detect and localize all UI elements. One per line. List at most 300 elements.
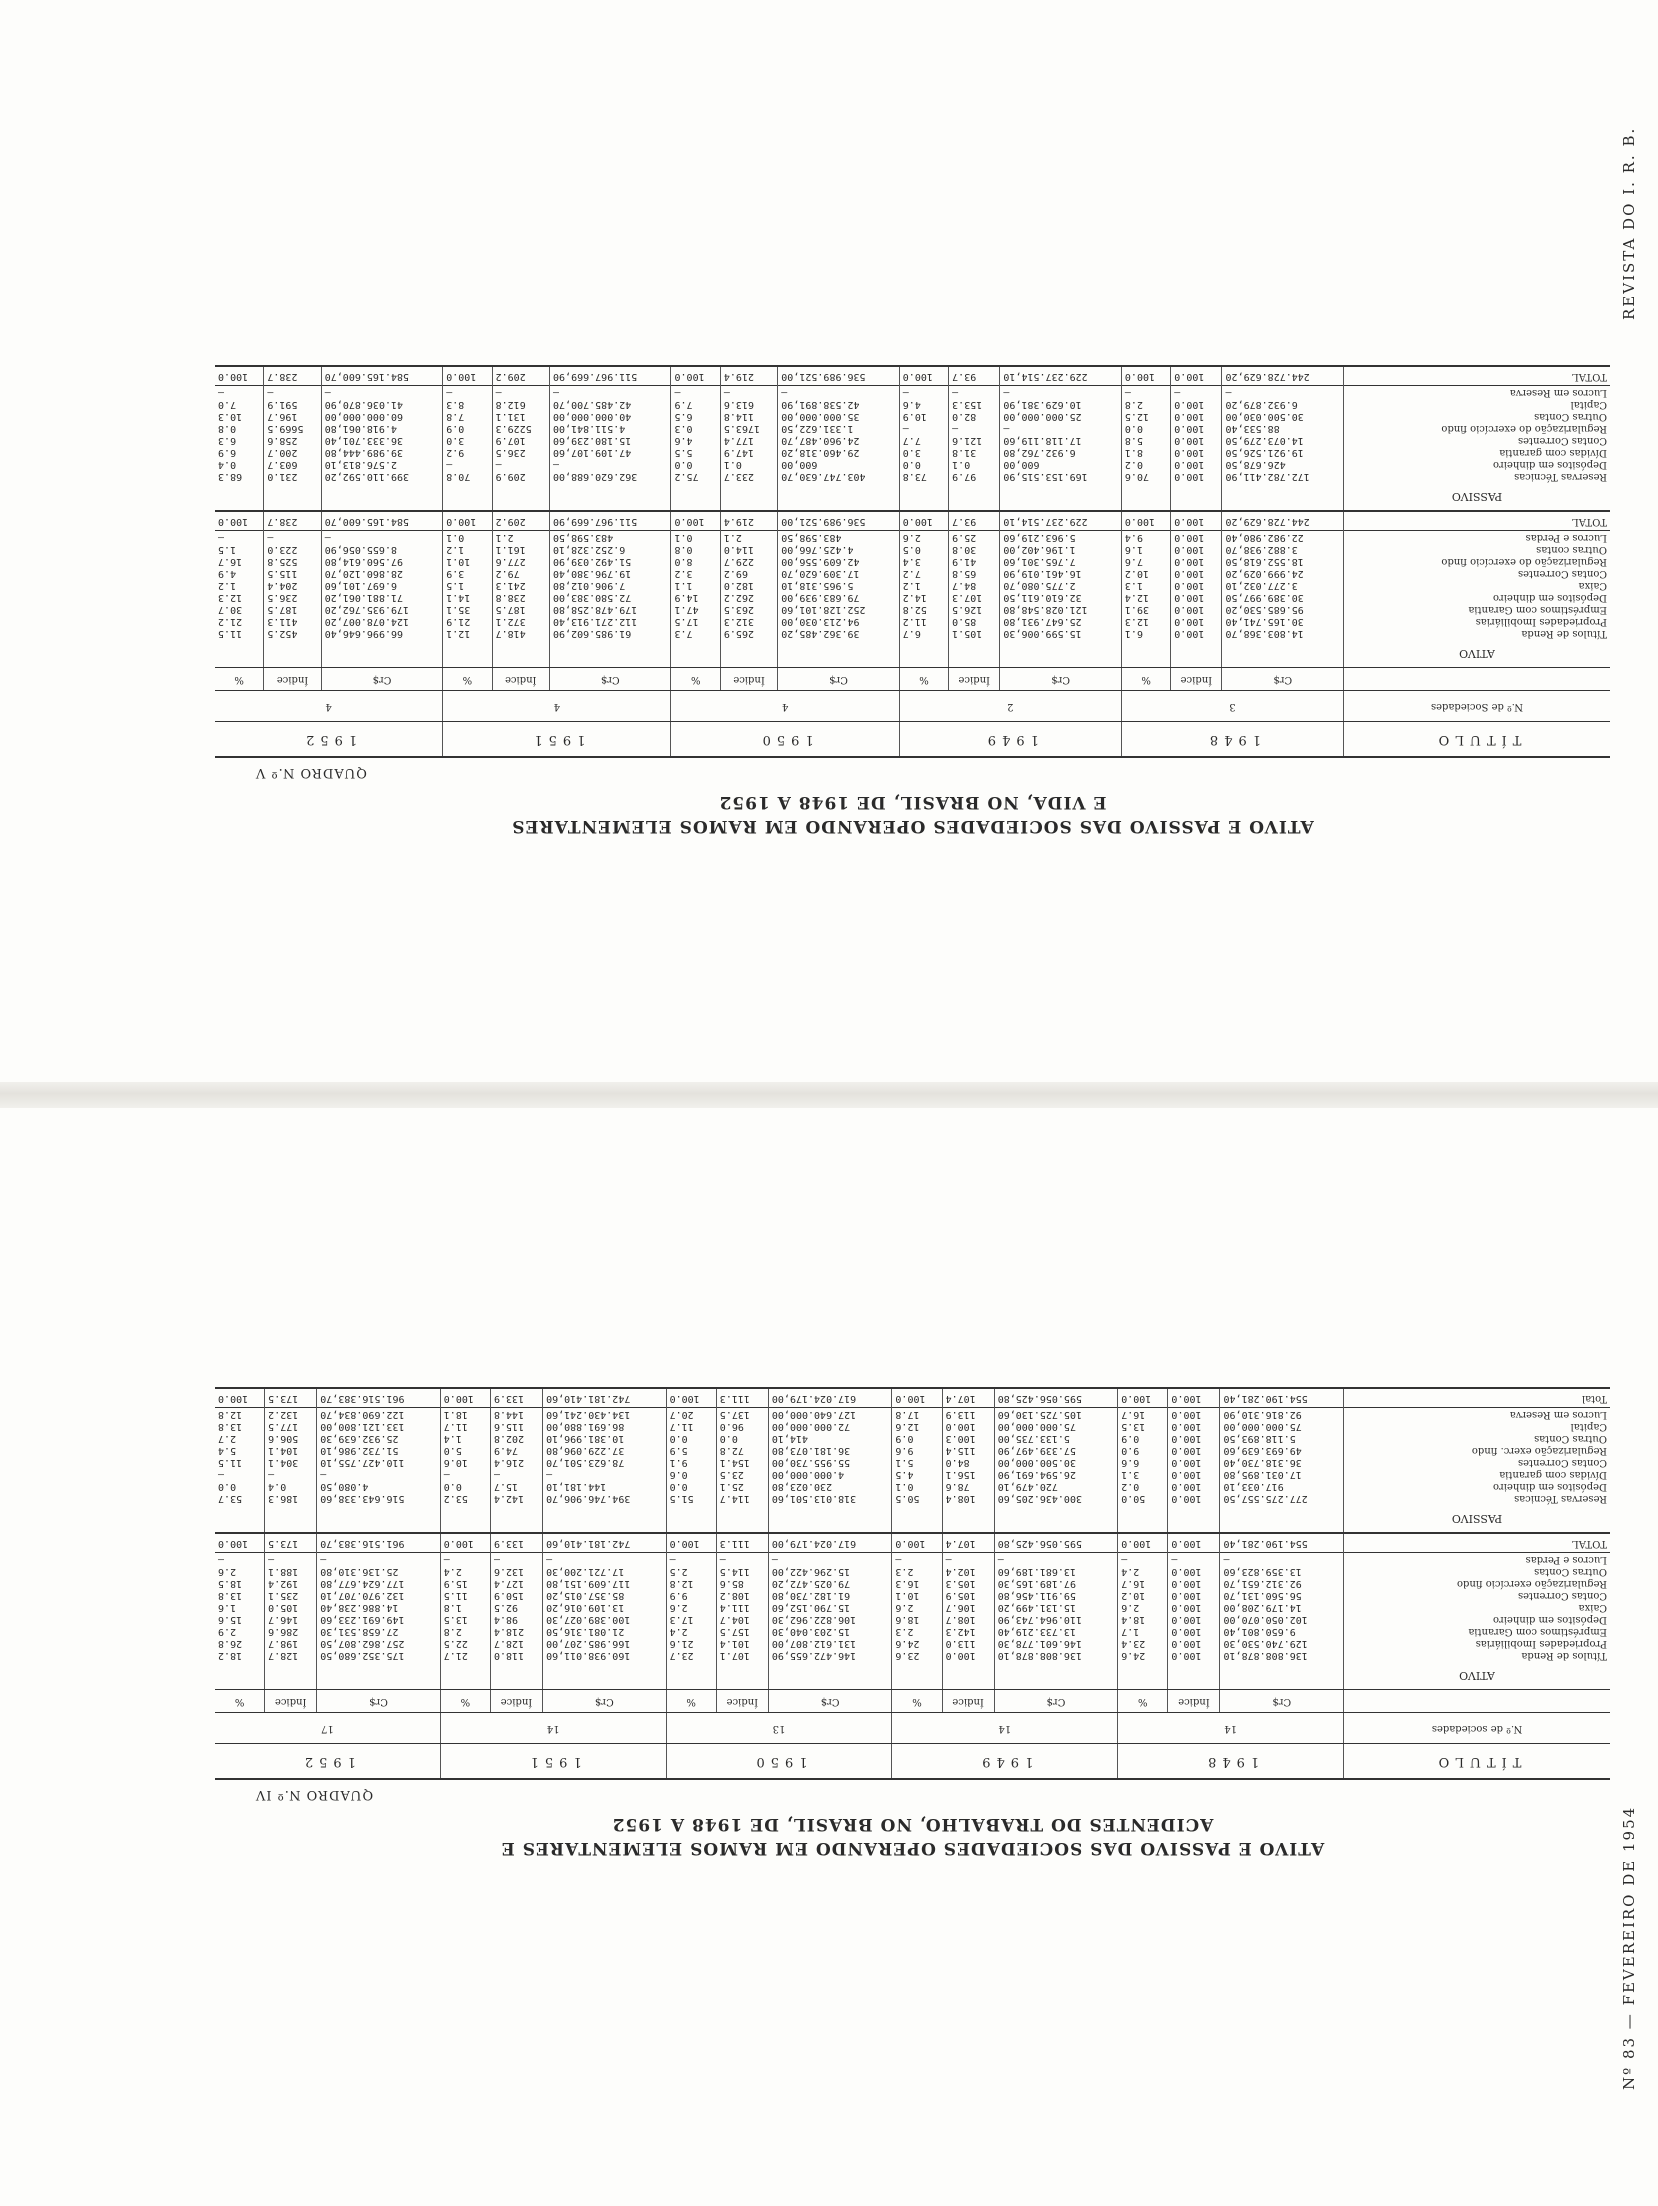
cell-value: 50.5 <box>892 1492 942 1504</box>
cell-value: 14.179.208,00 <box>1220 1601 1344 1613</box>
cell-value: 10.2 <box>1118 1589 1168 1601</box>
cell-value: 12.8 <box>215 1408 265 1421</box>
cell-value: 147.9 <box>720 446 777 458</box>
cell-value: 10.9 <box>899 410 948 422</box>
cell-value: 175.352.680,50 <box>317 1649 441 1661</box>
unit-header: Índice <box>492 668 549 691</box>
cell-value: 223.0 <box>264 543 321 555</box>
cell-value: 177.4 <box>720 434 777 446</box>
cell-value: 6.1 <box>1121 627 1170 639</box>
cell-value: 0.9 <box>1118 1432 1168 1444</box>
cell-value: 2.6 <box>666 1601 716 1613</box>
cell-value: 1.4 <box>440 1432 490 1444</box>
passivo-section-spacer <box>666 1504 716 1533</box>
total-value: 100.0 <box>215 1388 265 1408</box>
total-value: 595.056.425,80 <box>994 1533 1118 1553</box>
cell-value: 105.725.130,60 <box>994 1408 1118 1421</box>
ativo-section-spacer <box>899 639 948 668</box>
total-value: 100.0 <box>899 366 948 386</box>
ativo-section-spacer <box>1222 639 1344 668</box>
cell-value: — <box>549 386 671 399</box>
table-row <box>215 386 1610 399</box>
cell-value: 7.3 <box>671 627 720 639</box>
total-value: 100.0 <box>666 1533 716 1553</box>
total-value: 617.024.179,00 <box>768 1533 892 1553</box>
cell-value: 14.1 <box>443 591 492 603</box>
ativo-total-row <box>215 1533 1610 1553</box>
cell-value: 100.0 <box>1168 1601 1220 1613</box>
cell-value: 0.0 <box>215 1480 265 1492</box>
cell-value: 146.7 <box>265 1613 317 1625</box>
cell-value: 92.5 <box>490 1601 542 1613</box>
sociedades-row <box>215 691 1610 722</box>
cell-value: 41.036.870,90 <box>321 398 443 410</box>
cell-value: 4.9 <box>215 567 264 579</box>
cell-value: — <box>949 422 1000 434</box>
table-row <box>215 615 1610 627</box>
passivo-section-spacer <box>892 1504 942 1533</box>
cell-value: 7.7 <box>899 434 948 446</box>
cell-value: 161.1 <box>492 543 549 555</box>
passivo-section-spacer <box>1222 482 1344 511</box>
cell-value: 100.0 <box>1171 579 1222 591</box>
cell-value: — <box>492 458 549 470</box>
row-label: Lucros e Perdas <box>1525 532 1607 543</box>
unit-header: Cr$ <box>549 668 671 691</box>
cell-value: 5229.3 <box>492 422 549 434</box>
cell-value: 39.362.485,20 <box>778 627 900 639</box>
cell-value: 51.5 <box>666 1492 716 1504</box>
cell-value: 24.6 <box>1118 1649 1168 1661</box>
cell-value: 7.6 <box>1121 555 1170 567</box>
row-label: Títulos de Renda <box>1521 628 1607 639</box>
cell-value: 9.6 <box>892 1444 942 1456</box>
cell-value: 22.5 <box>440 1637 490 1649</box>
cell-value: 30.8 <box>949 543 1000 555</box>
cell-value: 0.2 <box>1121 458 1170 470</box>
passivo-section-spacer <box>1220 1504 1344 1533</box>
issue-info: Nº 83 — FEVEREIRO DE 1954 <box>1620 1805 1638 2090</box>
cell-value: 1.6 <box>1121 543 1170 555</box>
cell-value: 1.196.402,00 <box>1000 543 1122 555</box>
passivo-section-spacer <box>942 1504 994 1533</box>
cell-value: — <box>549 458 671 470</box>
cell-value: 18.1 <box>440 1408 490 1421</box>
cell-value: 2.6 <box>892 1601 942 1613</box>
cell-value: 591.9 <box>264 398 321 410</box>
cell-value: — <box>543 1468 667 1480</box>
cell-value: 17.8 <box>892 1408 942 1421</box>
cell-value: 5.1 <box>892 1456 942 1468</box>
cell-value: 11.5 <box>215 1456 265 1468</box>
quadro-v-label: QUADRO N.º V <box>255 765 367 780</box>
cell-value: 101.4 <box>716 1637 768 1649</box>
quadro-iv-label: QUADRO N.º IV <box>255 1787 374 1802</box>
cell-value: — <box>899 422 948 434</box>
cell-value: 10.629.381,90 <box>1000 398 1122 410</box>
total-value: 107.4 <box>942 1388 994 1408</box>
cell-value: 1.7 <box>1118 1625 1168 1637</box>
cell-value: 131.1 <box>492 410 549 422</box>
cell-value: — <box>440 1468 490 1480</box>
cell-value: 13.109.016,20 <box>543 1601 667 1613</box>
cell-value: 9.9 <box>666 1589 716 1601</box>
total-value: 107.4 <box>942 1533 994 1553</box>
quadro-v-title-line1: ATIVO E PASSIVO DAS SOCIEDADES OPERANDO EM RAMOS ELEMENTARES <box>511 816 1314 836</box>
cell-value: 95.685.530,20 <box>1222 603 1344 615</box>
table-row <box>215 398 1610 410</box>
row-label: Dívidas com garantia <box>1499 447 1607 458</box>
cell-value: 15.180.239,60 <box>549 434 671 446</box>
cell-value: 16.7 <box>1118 1408 1168 1421</box>
ativo-section-spacer <box>443 639 492 668</box>
cell-value: 31.8 <box>949 446 1000 458</box>
cell-value: 30.500.000,00 <box>994 1456 1118 1468</box>
cell-value: 56.560.131,70 <box>1220 1589 1344 1601</box>
table-row <box>215 1480 1610 1492</box>
cell-value: 0.0 <box>666 1432 716 1444</box>
ativo-section-spacer <box>215 1661 265 1690</box>
ativo-section-row <box>215 1661 1610 1690</box>
cell-value: 133.121.800,00 <box>317 1420 441 1432</box>
cell-value: 2.6 <box>899 531 948 544</box>
cell-value: 97.189.165,30 <box>994 1577 1118 1589</box>
cell-value: — <box>215 531 264 544</box>
cell-value: 204.4 <box>264 579 321 591</box>
cell-value: 72.8 <box>716 1444 768 1456</box>
sociedades-count: 2 <box>899 691 1121 722</box>
cell-value: 12.6 <box>892 1420 942 1432</box>
cell-value: 85.6 <box>716 1577 768 1589</box>
cell-value: — <box>215 386 264 399</box>
sociedades-label: N.º de sociedades <box>1344 1713 1611 1744</box>
cell-value: 36.318.730,40 <box>1220 1456 1344 1468</box>
cell-value: 12.3 <box>215 591 264 603</box>
table-row <box>215 1408 1610 1421</box>
cell-value: 153.3 <box>949 398 1000 410</box>
total-value: 219.4 <box>720 511 777 531</box>
cell-value: 4.6 <box>899 398 948 410</box>
total-value: 229.237.514,10 <box>1000 511 1122 531</box>
cell-value: 112.271.913,40 <box>549 615 671 627</box>
cell-value: — <box>892 1553 942 1566</box>
cell-value: 105.1 <box>949 627 1000 639</box>
unit-header: Índice <box>720 668 777 691</box>
cell-value: 9.0 <box>1118 1444 1168 1456</box>
cell-value: 9.650.801,40 <box>1220 1625 1344 1637</box>
total-value: 511.967.669,90 <box>549 511 671 531</box>
cell-value: 15.6 <box>215 1613 265 1625</box>
cell-value: 5.4 <box>215 1444 265 1456</box>
passivo-section-spacer <box>949 482 1000 511</box>
cell-value: 100.0 <box>1171 531 1222 544</box>
year-header: 1951 <box>443 722 671 758</box>
cell-value: 17.309.620,70 <box>778 567 900 579</box>
total-value: 238.7 <box>264 366 321 386</box>
cell-value: — <box>1171 386 1222 399</box>
sociedades-count: 4 <box>671 691 899 722</box>
cell-value: 55.955.730,00 <box>768 1456 892 1468</box>
unit-header: Índice <box>490 1690 542 1713</box>
cell-value: 9.1 <box>666 1456 716 1468</box>
total-value: 93.7 <box>949 366 1000 386</box>
unit-header: % <box>666 1690 716 1713</box>
ativo-section-spacer <box>321 639 443 668</box>
cell-value: 1.2 <box>215 579 264 591</box>
cell-value: 233.7 <box>720 470 777 482</box>
cell-value: — <box>1222 386 1344 399</box>
units-row <box>215 668 1610 691</box>
cell-value: 32.610.611,50 <box>1000 591 1122 603</box>
cell-value: 30.389.997,50 <box>1222 591 1344 603</box>
cell-value: 15.599.006,30 <box>1000 627 1122 639</box>
cell-value: 131.612.807,00 <box>768 1637 892 1649</box>
cell-value: 3.0 <box>899 446 948 458</box>
unit-header: % <box>899 668 948 691</box>
cell-value: 100.0 <box>1168 1444 1220 1456</box>
total-value: 93.7 <box>949 511 1000 531</box>
cell-value: 72.000.000,00 <box>768 1420 892 1432</box>
page-fold <box>0 1082 1658 1108</box>
cell-value: 11.7 <box>666 1420 716 1432</box>
cell-value: 14.803.368,70 <box>1222 627 1344 639</box>
cell-value: 7.906.012,80 <box>549 579 671 591</box>
cell-value: — <box>942 1553 994 1566</box>
cell-value: 21.2 <box>215 615 264 627</box>
cell-value: 100.389.027,30 <box>543 1613 667 1625</box>
cell-value: 11.2 <box>899 615 948 627</box>
ativo-section-spacer <box>543 1661 667 1690</box>
cell-value: 236.5 <box>264 591 321 603</box>
unit-header: Cr$ <box>321 668 443 691</box>
total-value: 100.0 <box>1121 366 1170 386</box>
total-value: 173.5 <box>265 1533 317 1553</box>
cell-value: 92.312.651,70 <box>1220 1577 1344 1589</box>
total-value: 100.0 <box>1168 1533 1220 1553</box>
total-value: 961.516.383,70 <box>317 1533 441 1553</box>
unit-header: % <box>215 668 264 691</box>
cell-value: 127.4 <box>490 1577 542 1589</box>
cell-value: 17.118.119,60 <box>1000 434 1122 446</box>
cell-value: 10.3 <box>215 410 264 422</box>
cell-value: 6.252.328,10 <box>549 543 671 555</box>
cell-value: 6.5 <box>671 410 720 422</box>
cell-value: 235.1 <box>265 1589 317 1601</box>
ativo-section-spacer <box>768 1661 892 1690</box>
cell-value: 600,00 <box>1000 458 1122 470</box>
cell-value: — <box>899 386 948 399</box>
ativo-section-spacer <box>1121 639 1170 668</box>
cell-value: 3.9 <box>443 567 492 579</box>
ativo-section-spacer <box>1000 639 1122 668</box>
cell-value: — <box>317 1553 441 1566</box>
total-value: 536.989.521,00 <box>778 366 900 386</box>
total-value: 133.9 <box>490 1533 542 1553</box>
cell-value: 3.277.032,10 <box>1222 579 1344 591</box>
cell-value: 1.1 <box>671 579 720 591</box>
cell-value: 105.9 <box>942 1589 994 1601</box>
cell-value: 0.0 <box>1121 422 1170 434</box>
cell-value: 124.078.007,20 <box>321 615 443 627</box>
cell-value: 15.9 <box>440 1577 490 1589</box>
sociedades-label: N.º de Sociedades <box>1344 691 1611 722</box>
cell-value: 25.647.931,80 <box>1000 615 1122 627</box>
journal-name: REVISTA DO I. R. B. <box>1620 126 1638 320</box>
cell-value: 42.485.700,70 <box>549 398 671 410</box>
cell-value: 177.5 <box>265 1420 317 1432</box>
unit-header: % <box>1121 668 1170 691</box>
cell-value: 403.747.630,70 <box>778 470 900 482</box>
row-label: Caixa <box>1578 580 1607 591</box>
cell-value: 21.6 <box>666 1637 716 1649</box>
total-value: 100.0 <box>1168 1388 1220 1408</box>
year-header: 1952 <box>215 722 443 758</box>
cell-value: 26.8 <box>215 1637 265 1649</box>
cell-value: 13.359.823,60 <box>1220 1565 1344 1577</box>
cell-value: 97.560.614,80 <box>321 555 443 567</box>
year-header: 1951 <box>440 1744 666 1780</box>
cell-value: 100.0 <box>1171 458 1222 470</box>
cell-value: 16.461.019,90 <box>1000 567 1122 579</box>
unit-header: Índice <box>1171 668 1222 691</box>
ativo-section-row <box>215 639 1610 668</box>
cell-value: 30.7 <box>215 603 264 615</box>
total-value: 100.0 <box>1171 511 1222 531</box>
cell-value: 196.7 <box>264 410 321 422</box>
cell-value: 188.1 <box>265 1565 317 1577</box>
cell-value: 113.0 <box>942 1637 994 1649</box>
cell-value: 100.0 <box>1171 615 1222 627</box>
cell-value: 418.7 <box>492 627 549 639</box>
cell-value: 13.8 <box>215 1589 265 1601</box>
passivo-section-label: PASSIVO <box>1451 1512 1503 1525</box>
cell-value: 6.932.762,80 <box>1000 446 1122 458</box>
ativo-section-spacer <box>440 1661 490 1690</box>
sociedades-count: 4 <box>443 691 671 722</box>
cell-value: 4.6 <box>671 434 720 446</box>
cell-value: 3.2 <box>671 567 720 579</box>
ativo-section-spacer <box>994 1661 1118 1690</box>
unit-header: Índice <box>716 1690 768 1713</box>
cell-value: 7.2 <box>899 567 948 579</box>
cell-value: — <box>768 1553 892 1566</box>
cell-value: 13.5 <box>1118 1420 1168 1432</box>
cell-value: 4.5 <box>892 1468 942 1480</box>
total-value: 133.9 <box>490 1388 542 1408</box>
ativo-section-spacer <box>666 1661 716 1690</box>
cell-value: 394.746.906,70 <box>543 1492 667 1504</box>
cell-value: 100.0 <box>1171 446 1222 458</box>
year-header: 1948 <box>1121 722 1343 758</box>
cell-value: 24.999.029,20 <box>1222 567 1344 579</box>
passivo-section-spacer <box>265 1504 317 1533</box>
cell-value: 100.0 <box>1171 567 1222 579</box>
cell-value: 100.0 <box>1168 1649 1220 1661</box>
cell-value: 30.500.030,00 <box>1222 410 1344 422</box>
cell-value: 179.478.258,80 <box>549 603 671 615</box>
cell-value: 14.886.238,40 <box>317 1601 441 1613</box>
cell-value: 74.9 <box>490 1444 542 1456</box>
cell-value: — <box>264 531 321 544</box>
unit-header: % <box>440 1690 490 1713</box>
cell-value: 79.025.472,20 <box>768 1577 892 1589</box>
cell-value: 20.7 <box>666 1408 716 1421</box>
cell-value: 100.0 <box>1171 434 1222 446</box>
cell-value: 0.1 <box>443 531 492 544</box>
header-row <box>215 722 1610 758</box>
ativo-section-spacer <box>492 639 549 668</box>
cell-value: 300.436.205,60 <box>994 1492 1118 1504</box>
cell-value: 192.4 <box>265 1577 317 1589</box>
cell-value: 2.5 <box>666 1565 716 1577</box>
quadro-iv-sheet <box>215 1260 1610 1860</box>
passivo-section-spacer <box>1118 1504 1168 1533</box>
cell-value: 97.9 <box>949 470 1000 482</box>
cell-value: 13.681.189,60 <box>994 1565 1118 1577</box>
passivo-section-row <box>215 482 1610 511</box>
cell-value: 156.1 <box>942 1468 994 1480</box>
cell-value: 27.658.531,30 <box>317 1625 441 1637</box>
cell-value: 149.691.233,60 <box>317 1613 441 1625</box>
cell-value: 115.4 <box>942 1444 994 1456</box>
cell-value: — <box>720 386 777 399</box>
table-row <box>215 1432 1610 1444</box>
cell-value: — <box>443 386 492 399</box>
cell-value: 452.5 <box>264 627 321 639</box>
table-row <box>215 1565 1610 1577</box>
row-label: Depósitos em dinheiro <box>1492 1481 1607 1492</box>
cell-value: 41.9 <box>949 555 1000 567</box>
total-value: 536.989.521,00 <box>778 511 900 531</box>
ativo-section-spacer <box>716 1661 768 1690</box>
cell-value: 262.2 <box>720 591 777 603</box>
cell-value: 15.203.040,30 <box>768 1625 892 1637</box>
cell-value: 1.2 <box>443 543 492 555</box>
passivo-section-spacer <box>321 482 443 511</box>
cell-value: — <box>265 1553 317 1566</box>
cell-value: 506.6 <box>265 1432 317 1444</box>
unit-header: Cr$ <box>768 1690 892 1713</box>
cell-value: 411.3 <box>264 615 321 627</box>
cell-value: — <box>321 386 443 399</box>
cell-value: 312.3 <box>720 615 777 627</box>
cell-value: 37.229.096,80 <box>543 1444 667 1456</box>
cell-value: 21.7 <box>440 1649 490 1661</box>
cell-value: 21.9 <box>443 615 492 627</box>
table-row <box>215 579 1610 591</box>
cell-value: 100.0 <box>1168 1637 1220 1649</box>
passivo-section-spacer <box>543 1504 667 1533</box>
table-row <box>215 1420 1610 1432</box>
unit-header: Índice <box>265 1690 317 1713</box>
cell-value: 238.8 <box>492 591 549 603</box>
cell-value: 111.4 <box>716 1601 768 1613</box>
table-row <box>215 410 1610 422</box>
row-label: Contas Correntes <box>1517 435 1607 446</box>
ativo-section-spacer <box>265 1661 317 1690</box>
cell-value: 132.2 <box>265 1408 317 1421</box>
passivo-section-label: PASSIVO <box>1451 490 1503 503</box>
total-value: 100.0 <box>1121 511 1170 531</box>
cell-value: — <box>492 386 549 399</box>
cell-value: 0.4 <box>215 458 264 470</box>
passivo-section-spacer <box>215 482 264 511</box>
cell-value: 61.182.730,80 <box>768 1589 892 1601</box>
cell-value: 82.0 <box>949 410 1000 422</box>
table-row <box>215 531 1610 544</box>
cell-value: 2.6 <box>1118 1601 1168 1613</box>
cell-value: 0.5 <box>899 543 948 555</box>
